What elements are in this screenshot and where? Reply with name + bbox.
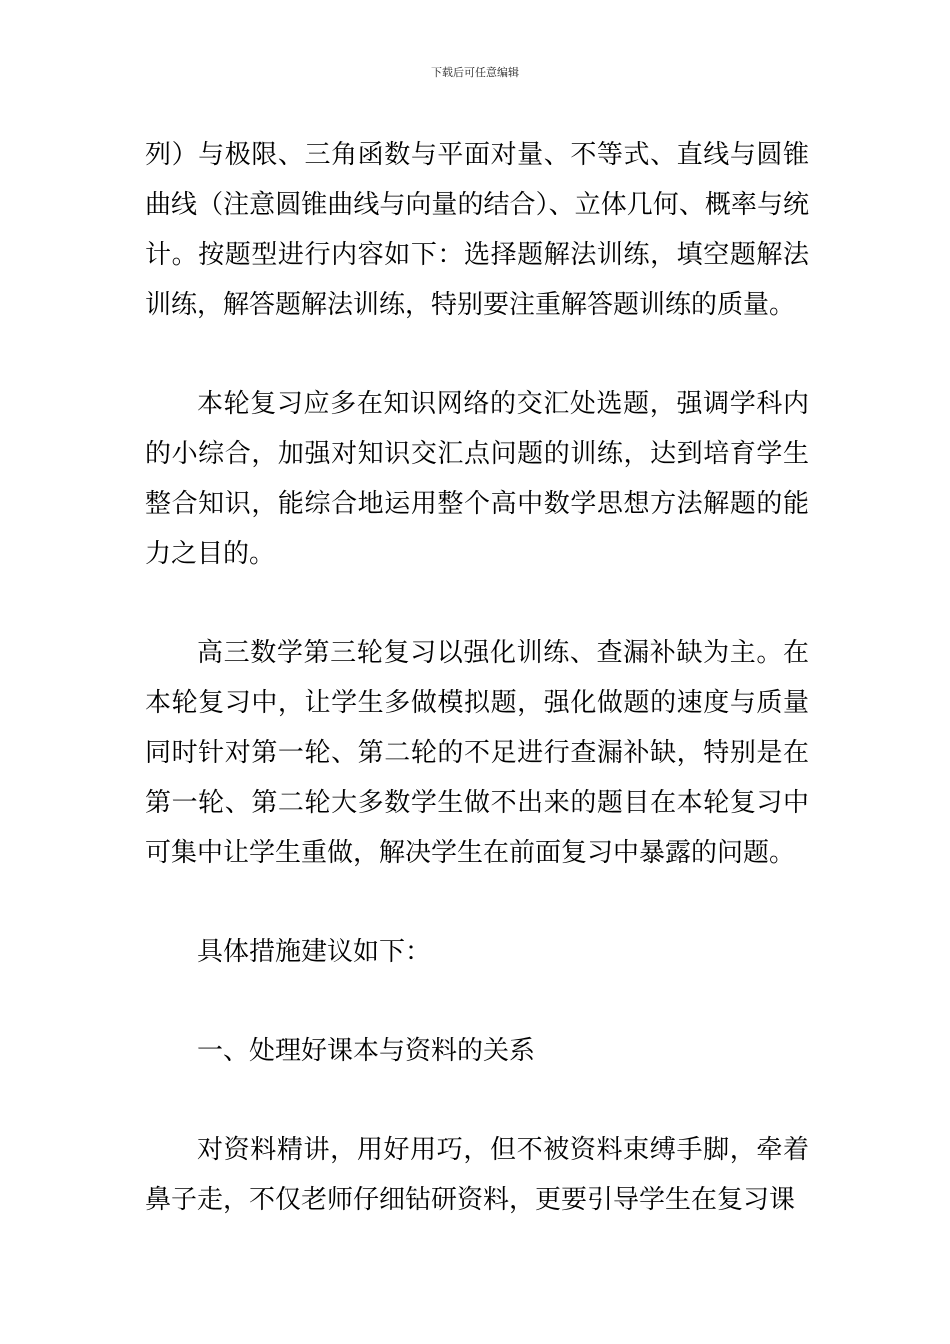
paragraph-materials: 对资料精讲，用好用巧，但不被资料束缚手脚，牵着鼻子走，不仅老师仔细钻研资料，更要引导学生在复习课 xyxy=(145,1135,809,1215)
paragraph-third-round: 高三数学第三轮复习以强化训练、查漏补缺为主。在本轮复习中，让学生多做模拟题，强化做题的速度与质量同时针对第一轮、第二轮的不足进行查漏补缺，特别是在第一轮、第二轮大多数学生做不出来的题目在本轮复习中可集中让学生重做，解决学生在前面复习中暴露的问题。 xyxy=(145,638,809,868)
document-body xyxy=(145,130,809,1225)
paragraph-measures-intro: 具体措施建议如下： xyxy=(197,937,432,967)
section-heading-1: 一、处理好课本与资料的关系 xyxy=(197,1036,536,1066)
paragraph-review-focus: 本轮复习应多在知识网络的交汇处选题，强调学科内的小综合，加强对知识交汇点问题的训练，达到培育学生整合知识，能综合地运用整个高中数学思想方法解题的能力之目的。 xyxy=(145,389,809,569)
page-header: 下载后可任意编辑 xyxy=(431,66,519,79)
paragraph-continuation: 列）与极限、三角函数与平面对量、不等式、直线与圆锥曲线（注意圆锥曲线与向量的结合）、立体几何、概率与统计。按题型进行内容如下：选择题解法训练，填空题解法训练，解答题解法训练，特别要注重解答题训练的质量。 xyxy=(145,140,809,320)
